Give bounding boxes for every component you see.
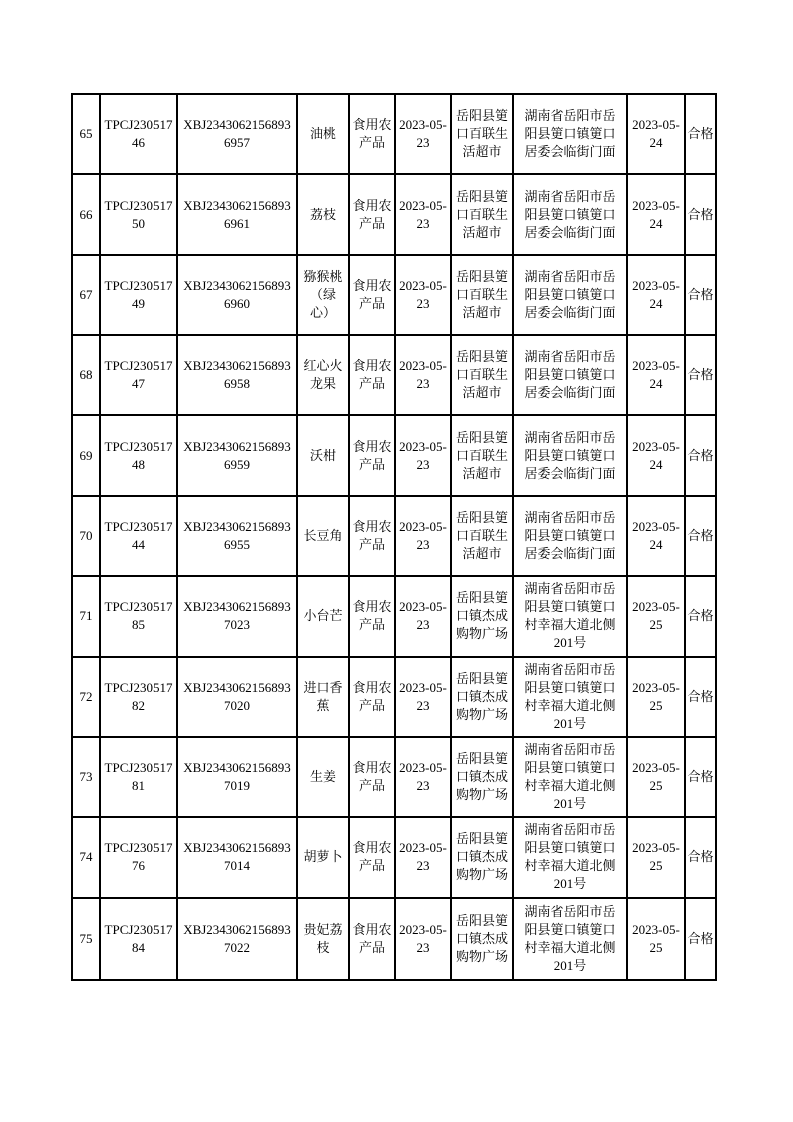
- table-cell: 进口香蕉: [298, 658, 350, 738]
- table-cell: 2023-05-23: [396, 899, 452, 979]
- table-cell: 2023-05-25: [628, 818, 686, 898]
- table-cell: 食用农产品: [350, 336, 396, 416]
- table-cell: 2023-05-24: [628, 95, 686, 175]
- table-cell: 食用农产品: [350, 256, 396, 336]
- table-cell: TPCJ23051744: [101, 497, 178, 577]
- table-cell: 2023-05-25: [628, 658, 686, 738]
- inspection-results-grid: [73, 95, 715, 979]
- table-cell: 合格: [686, 738, 715, 818]
- table-cell: TPCJ23051748: [101, 416, 178, 496]
- table-cell: 70: [73, 497, 101, 577]
- table-cell: 湖南省岳阳市岳阳县筻口镇筻口居委会临街门面: [514, 95, 628, 175]
- table-cell: 合格: [686, 175, 715, 255]
- table-cell: 沃柑: [298, 416, 350, 496]
- table-cell: 荔枝: [298, 175, 350, 255]
- table-cell: 2023-05-24: [628, 256, 686, 336]
- table-cell: 食用农产品: [350, 738, 396, 818]
- table-cell: 合格: [686, 416, 715, 496]
- table-cell: XBJ23430621568936958: [178, 336, 298, 416]
- table-cell: 湖南省岳阳市岳阳县筻口镇筻口村幸福大道北侧201号: [514, 818, 628, 898]
- table-cell: XBJ23430621568936961: [178, 175, 298, 255]
- table-cell: 68: [73, 336, 101, 416]
- table-cell: 2023-05-24: [628, 497, 686, 577]
- table-cell: 合格: [686, 658, 715, 738]
- table-cell: 岳阳县筻口百联生活超市: [452, 256, 514, 336]
- table-cell: 湖南省岳阳市岳阳县筻口镇筻口居委会临街门面: [514, 497, 628, 577]
- table-cell: XBJ23430621568936955: [178, 497, 298, 577]
- table-cell: 岳阳县筻口百联生活超市: [452, 175, 514, 255]
- table-cell: 71: [73, 577, 101, 657]
- table-cell: 合格: [686, 497, 715, 577]
- table-cell: XBJ23430621568937023: [178, 577, 298, 657]
- table-cell: 65: [73, 95, 101, 175]
- table-cell: TPCJ23051782: [101, 658, 178, 738]
- table-row: [73, 899, 715, 979]
- table-cell: XBJ23430621568937020: [178, 658, 298, 738]
- table-cell: XBJ23430621568937014: [178, 818, 298, 898]
- table-cell: 2023-05-23: [396, 577, 452, 657]
- table-cell: 湖南省岳阳市岳阳县筻口镇筻口居委会临街门面: [514, 175, 628, 255]
- table-row: [73, 336, 715, 416]
- table-cell: 合格: [686, 577, 715, 657]
- table-cell: 69: [73, 416, 101, 496]
- table-row: [73, 818, 715, 898]
- table-cell: 食用农产品: [350, 658, 396, 738]
- table-body: [73, 95, 715, 979]
- table-cell: 2023-05-25: [628, 577, 686, 657]
- table-cell: 岳阳县筻口百联生活超市: [452, 416, 514, 496]
- table-cell: 67: [73, 256, 101, 336]
- table-cell: 猕猴桃（绿心）: [298, 256, 350, 336]
- table-cell: 长豆角: [298, 497, 350, 577]
- table-cell: 合格: [687, 930, 714, 946]
- table-cell: 胡萝卜: [298, 818, 350, 898]
- table-cell: 湖南省岳阳市岳阳县筻口镇筻口居委会临街门面: [514, 416, 628, 496]
- table-cell: 2023-05-23: [396, 818, 452, 898]
- table-row: [73, 577, 715, 657]
- table-cell: 油桃: [298, 95, 350, 175]
- table-cell: 74: [73, 818, 101, 898]
- table-row: [73, 175, 715, 255]
- table-cell: XBJ23430621568937022: [178, 899, 298, 979]
- table-cell: 73: [73, 738, 101, 818]
- table-cell: 湖南省岳阳市岳阳县筻口镇筻口村幸福大道北侧201号: [514, 658, 628, 738]
- table-cell: 岳阳县筻口百联生活超市: [452, 497, 514, 577]
- table-cell: 2023-05-25: [628, 899, 686, 979]
- table-cell: 2023-05-23: [396, 416, 452, 496]
- table-cell: TPCJ23051781: [101, 738, 178, 818]
- table-cell: 合格: [686, 256, 715, 336]
- table-cell: 食用农产品: [350, 95, 396, 175]
- table-cell: 2023-05-23: [396, 256, 452, 336]
- table-cell: 2023-05-23: [396, 336, 452, 416]
- table-cell: TPCJ23051784: [101, 899, 178, 979]
- table-row: [73, 497, 715, 577]
- table-cell: 2023-05-23: [396, 95, 452, 175]
- table-cell: XBJ23430621568937019: [178, 738, 298, 818]
- table-cell: 2023-05-23: [396, 497, 452, 577]
- table-row: [73, 738, 715, 818]
- table-cell: 岳阳县筻口镇杰成购物广场: [452, 658, 514, 738]
- table-cell: 食用农产品: [350, 497, 396, 577]
- table-cell: 贵妃荔枝: [298, 899, 350, 979]
- table-cell: 岳阳县筻口镇杰成购物广场: [452, 818, 514, 898]
- table-cell: 岳阳县筻口镇杰成购物广场: [452, 738, 514, 818]
- table-row: [73, 95, 715, 175]
- table-cell: TPCJ23051785: [101, 577, 178, 657]
- table-cell: 食用农产品: [350, 577, 396, 657]
- table-cell: 2023-05-24: [628, 175, 686, 255]
- table-cell: 食用农产品: [350, 818, 396, 898]
- table-cell: 岳阳县筻口百联生活超市: [452, 336, 514, 416]
- table-cell: 2023-05-23: [396, 738, 452, 818]
- table-cell: 湖南省岳阳市岳阳县筻口镇筻口村幸福大道北侧201号: [514, 899, 628, 979]
- table-cell: 75: [73, 899, 101, 979]
- table-cell: TPCJ23051776: [101, 818, 178, 898]
- table-cell: 小台芒: [298, 577, 350, 657]
- table-cell: TPCJ23051747: [101, 336, 178, 416]
- table-row: [73, 658, 715, 738]
- table-cell: 2023-05-25: [628, 738, 686, 818]
- table-cell: 合格: [686, 336, 715, 416]
- table-cell: 湖南省岳阳市岳阳县筻口镇筻口村幸福大道北侧201号: [514, 577, 628, 657]
- table-cell: TPCJ23051750: [101, 175, 178, 255]
- table-cell: 红心火龙果: [298, 336, 350, 416]
- table-cell: 生姜: [298, 738, 350, 818]
- table-cell: XBJ23430621568936959: [178, 416, 298, 496]
- table-cell: 湖南省岳阳市岳阳县筻口镇筻口村幸福大道北侧201号: [514, 738, 628, 818]
- table-cell: 岳阳县筻口百联生活超市: [452, 95, 514, 175]
- table-cell: XBJ23430621568936960: [178, 256, 298, 336]
- table-cell: 岳阳县筻口镇杰成购物广场: [452, 899, 514, 979]
- table-cell: 食用农产品: [350, 175, 396, 255]
- table-cell: 湖南省岳阳市岳阳县筻口镇筻口居委会临街门面: [514, 256, 628, 336]
- table-cell: 2023-05-24: [628, 336, 686, 416]
- table-cell: 岳阳县筻口镇杰成购物广场: [452, 577, 514, 657]
- table-cell: 2023-05-23: [396, 175, 452, 255]
- table-cell: TPCJ23051749: [101, 256, 178, 336]
- table-cell: 66: [73, 175, 101, 255]
- table-cell: 2023-05-23: [396, 658, 452, 738]
- inspection-results-table: [71, 93, 717, 981]
- table-cell: 2023-05-24: [628, 416, 686, 496]
- table-row: [73, 416, 715, 496]
- table-cell: 72: [73, 658, 101, 738]
- table-cell: 食用农产品: [350, 416, 396, 496]
- table-cell: 湖南省岳阳市岳阳县筻口镇筻口居委会临街门面: [514, 336, 628, 416]
- table-cell: 合格: [686, 95, 715, 175]
- table-cell: XBJ23430621568936957: [178, 95, 298, 175]
- table-cell: 合格: [686, 818, 715, 898]
- table-cell: TPCJ23051746: [101, 95, 178, 175]
- table-row: [73, 256, 715, 336]
- table-cell: 食用农产品: [350, 899, 396, 979]
